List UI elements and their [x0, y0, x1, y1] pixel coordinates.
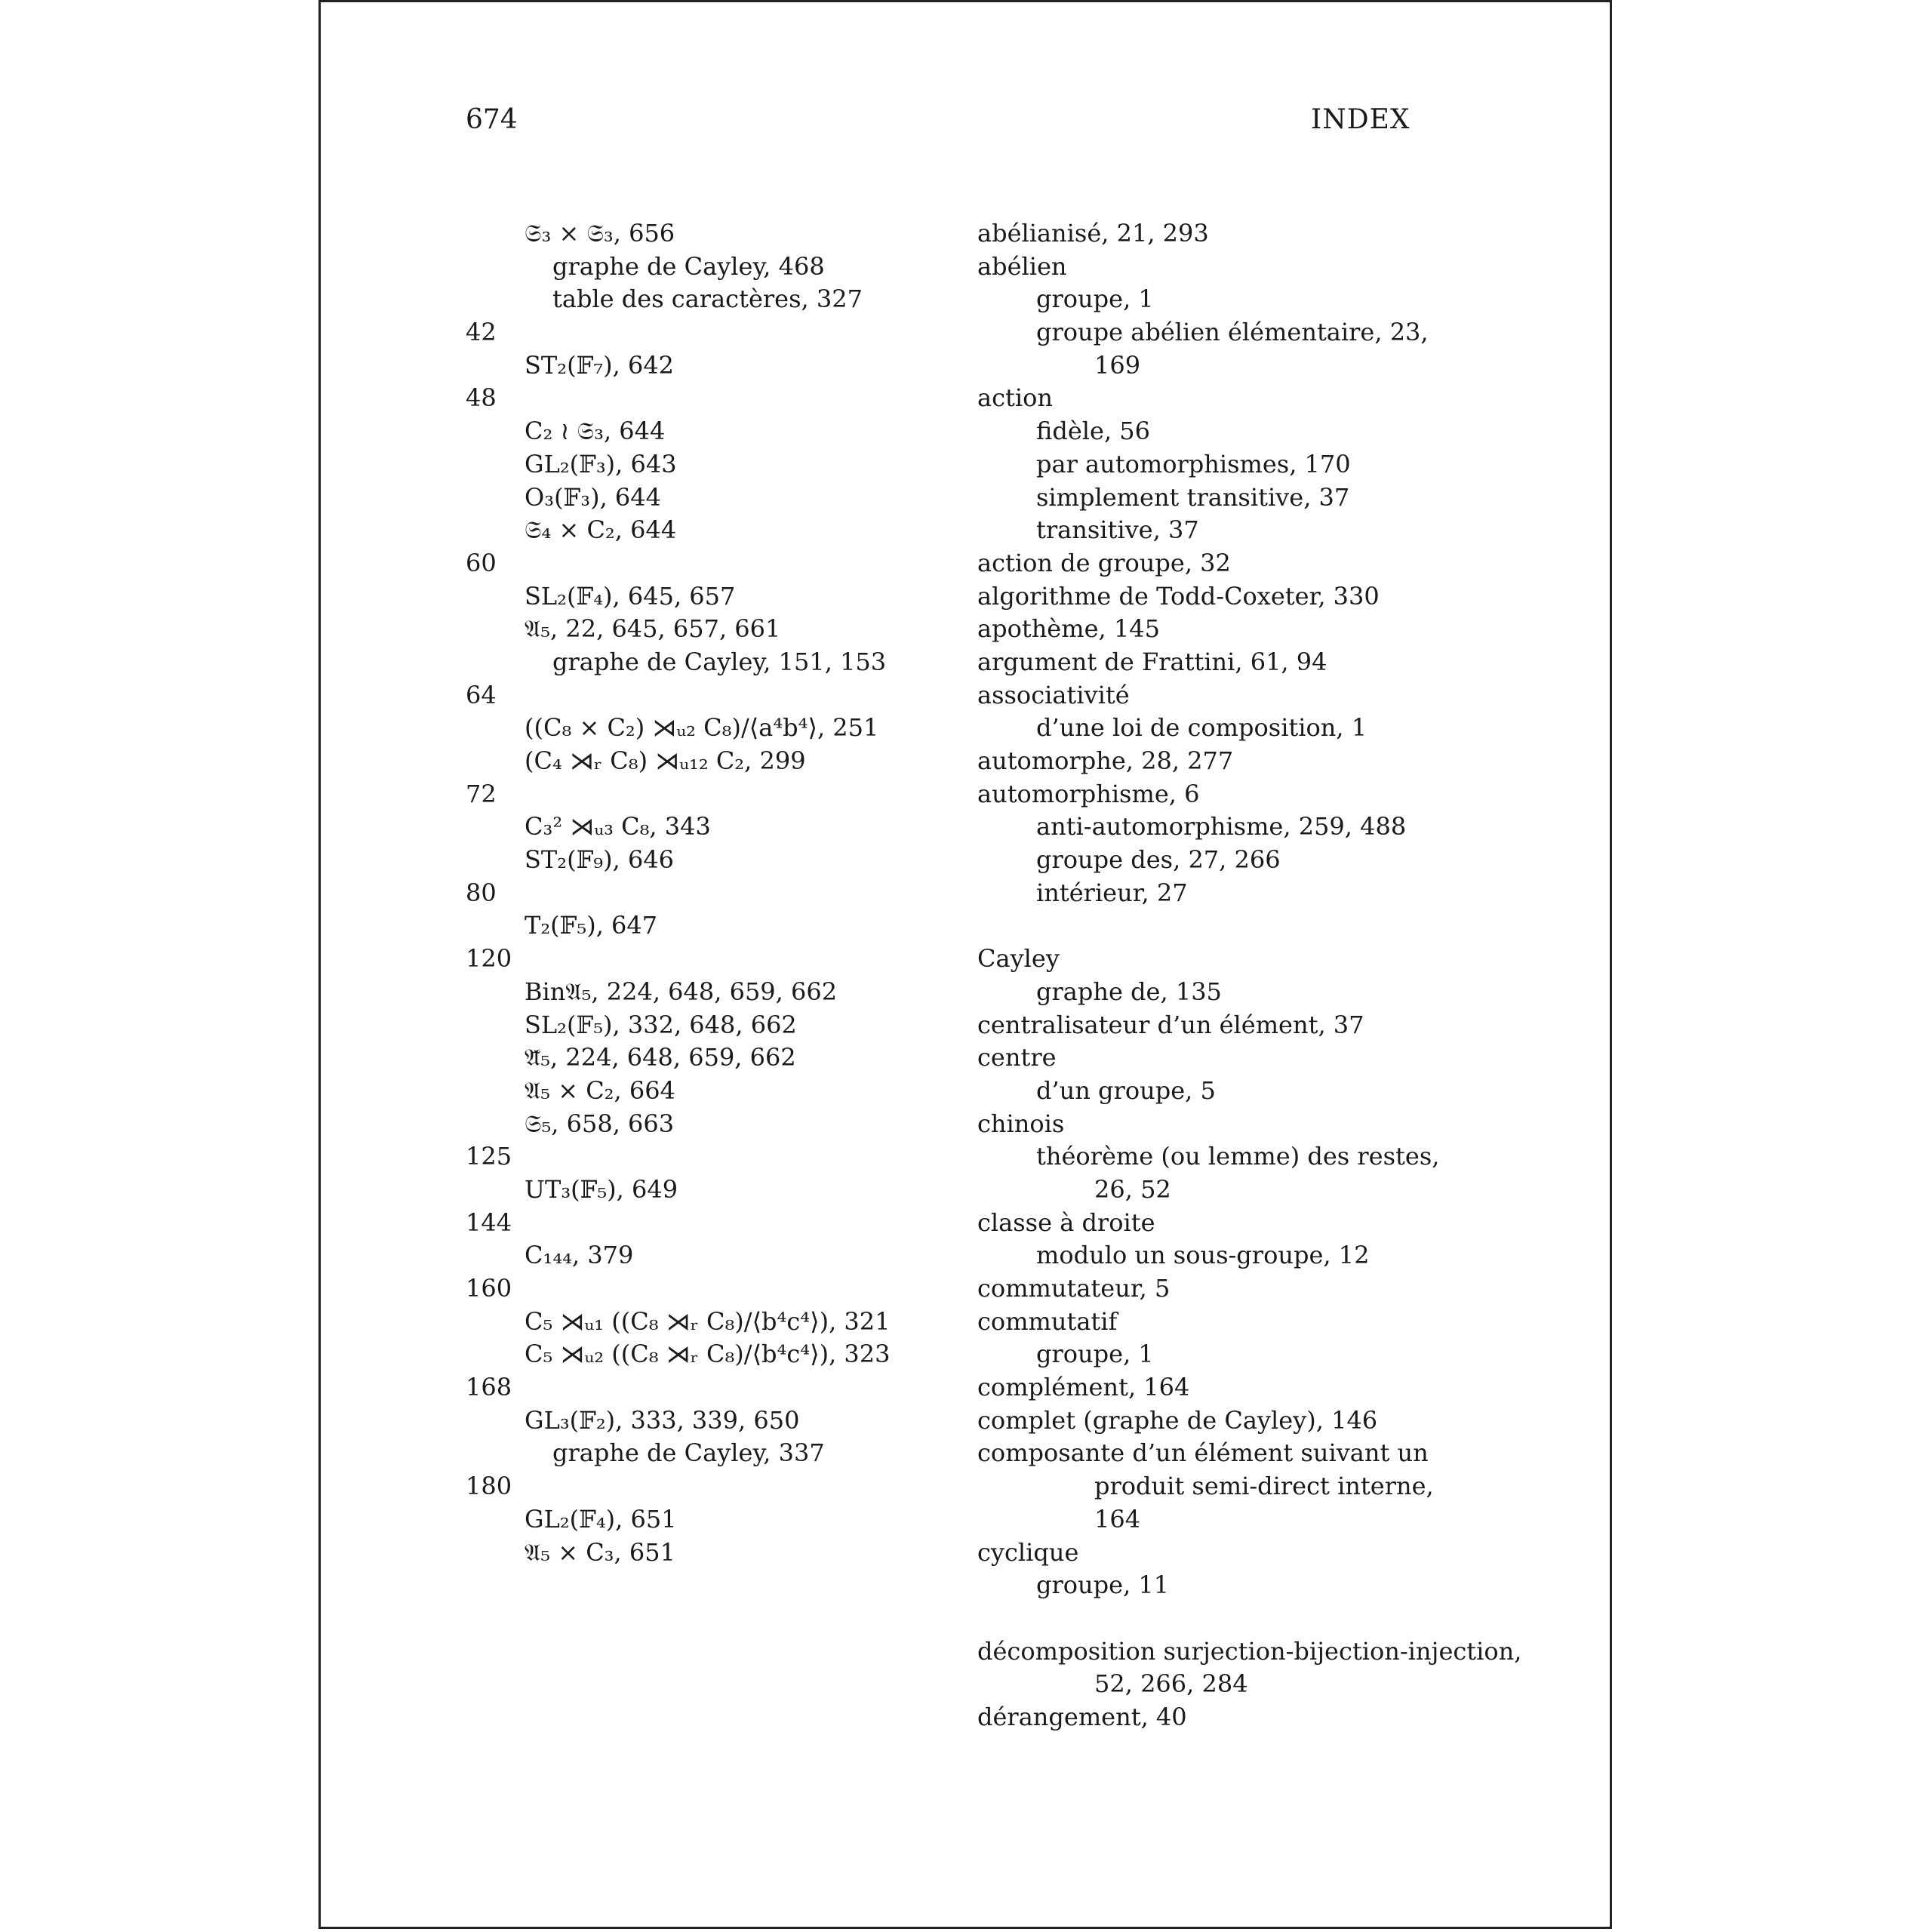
index-entry: graphe de, 135 [1036, 977, 1222, 1006]
index-heading: action [977, 383, 1053, 413]
index-entry: GL₂(𝔽₄), 651 [525, 1504, 677, 1534]
index-entry: 164 [1094, 1504, 1141, 1534]
index-entry: graphe de Cayley, 337 [552, 1438, 825, 1468]
page-number: 674 [466, 104, 518, 135]
index-heading: abélien [977, 251, 1067, 281]
index-entry: Bin𝔄₅, 224, 648, 659, 662 [525, 977, 838, 1006]
index-entry: GL₂(𝔽₃), 643 [525, 449, 677, 478]
index-entry: par automorphismes, 170 [1036, 449, 1351, 478]
index-entry: graphe de Cayley, 468 [552, 251, 825, 281]
index-entry: 𝔖₅, 658, 663 [525, 1109, 675, 1138]
section-gap [977, 909, 1498, 943]
index-heading: cyclique [977, 1537, 1079, 1567]
index-heading: abélianisé, 21, 293 [977, 219, 1209, 248]
index-entry: intérieur, 27 [1036, 878, 1188, 907]
index-heading: action de groupe, 32 [977, 548, 1231, 577]
index-heading: associativité [977, 680, 1130, 709]
index-entry: 169 [1094, 350, 1141, 380]
index-heading: automorphe, 28, 277 [977, 746, 1234, 775]
index-heading: automorphisme, 6 [977, 779, 1200, 808]
index-entry: table des caractères, 327 [552, 285, 863, 314]
index-entry: 52, 266, 284 [1094, 1669, 1248, 1699]
index-heading: 160 [466, 1274, 512, 1303]
index-heading: complément, 164 [977, 1373, 1190, 1402]
index-entry: 𝔄₅ × C₃, 651 [525, 1537, 675, 1567]
index-entry: C₂ ≀ 𝔖₃, 644 [525, 417, 666, 446]
index-entry: d’une loi de composition, 1 [1036, 713, 1367, 743]
index-heading: 60 [466, 548, 497, 577]
index-right-column [977, 217, 1522, 1734]
index-heading: chinois [977, 1109, 1065, 1138]
index-entry: C₅ ⋊ᵤ₁ ((C₈ ⋊ᵣ C₈)/⟨b⁴c⁴⟩), 321 [525, 1306, 891, 1336]
index-heading: centre [977, 1043, 1057, 1072]
index-entry: graphe de Cayley, 151, 153 [552, 647, 887, 676]
index-entry: C₅ ⋊ᵤ₂ ((C₈ ⋊ᵣ C₈)/⟨b⁴c⁴⟩), 323 [525, 1340, 891, 1369]
index-heading: 72 [466, 779, 497, 808]
index-entry: simplement transitive, 37 [1036, 482, 1350, 512]
index-heading: 144 [466, 1208, 512, 1237]
index-heading: classe à droite [977, 1208, 1155, 1237]
index-entry: produit semi-direct interne, [1094, 1472, 1434, 1501]
page-title: INDEX [1311, 104, 1411, 135]
index-entry: groupe des, 27, 266 [1036, 845, 1281, 875]
index-entry: O₃(𝔽₃), 644 [525, 482, 661, 512]
index-heading: décomposition surjection-bijection-injection, [977, 1636, 1522, 1666]
index-heading: 42 [466, 318, 497, 347]
index-entry: théorème (ou lemme) des restes, [1036, 1142, 1440, 1171]
index-heading: dérangement, 40 [977, 1702, 1187, 1731]
index-entry: UT₃(𝔽₅), 649 [525, 1174, 678, 1204]
index-heading: 48 [466, 383, 497, 413]
index-heading: 168 [466, 1373, 512, 1402]
index-heading: apothème, 145 [977, 614, 1160, 644]
index-left-column [466, 217, 949, 1569]
index-heading: 64 [466, 680, 497, 709]
index-entry: groupe, 11 [1036, 1571, 1170, 1600]
section-gap [977, 1602, 1498, 1635]
index-entry: groupe, 1 [1036, 285, 1154, 314]
index-entry: d’un groupe, 5 [1036, 1075, 1216, 1105]
index-entry: SL₂(𝔽₅), 332, 648, 662 [525, 1010, 797, 1039]
index-entry: 𝔄₅, 22, 645, 657, 661 [525, 614, 781, 644]
index-entry: 𝔄̃₅, 224, 648, 659, 662 [525, 1043, 796, 1072]
index-heading: 180 [466, 1472, 512, 1501]
index-entry: ST₂(𝔽₇), 642 [525, 350, 675, 380]
index-entry: 𝔖₄ × C₂, 644 [525, 515, 677, 545]
index-heading: composante d’un élément suivant un [977, 1438, 1429, 1468]
index-heading: argument de Frattini, 61, 94 [977, 647, 1327, 676]
index-heading: centralisateur d’un élément, 37 [977, 1010, 1364, 1039]
index-entry: modulo un sous-groupe, 12 [1036, 1241, 1370, 1270]
index-heading: commutatif [977, 1306, 1118, 1336]
index-entry: transitive, 37 [1036, 515, 1199, 545]
index-heading: 125 [466, 1142, 512, 1171]
index-entry: ((C₈ × C₂) ⋊ᵤ₂ C₈)/⟨a⁴b⁴⟩, 251 [525, 713, 879, 743]
index-heading: algorithme de Todd-Coxeter, 330 [977, 581, 1380, 611]
index-entry: C₁₄₄, 379 [525, 1241, 634, 1270]
index-entry: groupe abélien élémentaire, 23, [1036, 318, 1429, 347]
index-entry: anti-automorphisme, 259, 488 [1036, 812, 1407, 841]
index-entry: SL₂(𝔽₄), 645, 657 [525, 581, 736, 611]
index-heading: complet (graphe de Cayley), 146 [977, 1405, 1378, 1435]
index-heading: commutateur, 5 [977, 1274, 1171, 1303]
index-entry: (C₄ ⋊ᵣ C₈) ⋊ᵤ₁₂ C₂, 299 [525, 746, 806, 775]
index-entry: groupe, 1 [1036, 1340, 1154, 1369]
index-heading: 120 [466, 944, 512, 974]
index-entry: 26, 52 [1094, 1174, 1171, 1204]
index-entry: GL₃(𝔽₂), 333, 339, 650 [525, 1405, 800, 1435]
index-entry: fidèle, 56 [1036, 417, 1150, 446]
index-entry: C₃² ⋊ᵤ₃ C₈, 343 [525, 812, 711, 841]
index-entry: 𝔄₅ × C₂, 664 [525, 1075, 675, 1105]
index-heading: 80 [466, 878, 497, 907]
index-entry: 𝔖₃ × 𝔖₃, 656 [525, 219, 675, 248]
index-entry: T₂(𝔽₅), 647 [525, 911, 658, 940]
index-heading: Cayley [977, 944, 1060, 974]
index-entry: ST₂(𝔽₉), 646 [525, 845, 675, 875]
